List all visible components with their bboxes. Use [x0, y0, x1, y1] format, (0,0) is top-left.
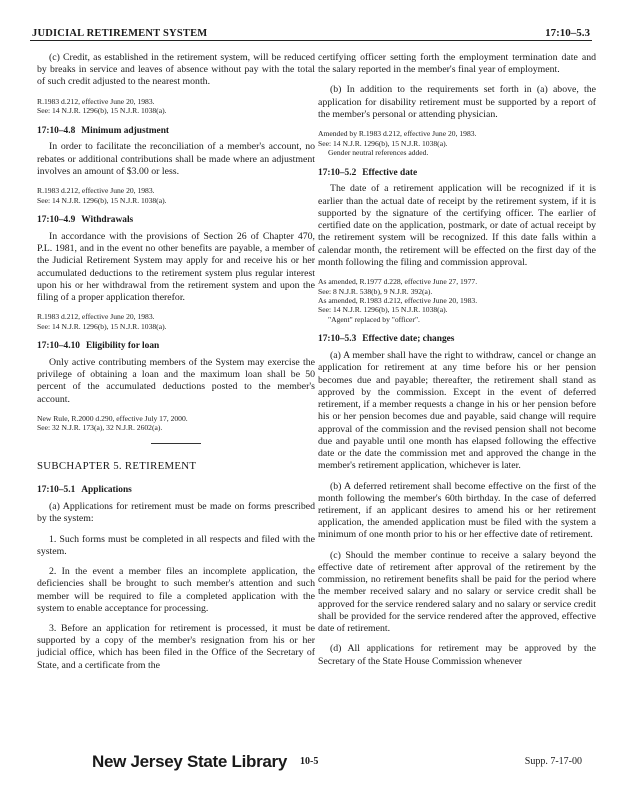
citation-line: See: 8 N.J.R. 538(b), 9 N.J.R. 392(a).	[318, 286, 433, 296]
section-body: Only active contributing members of the System may exercise the privilege of obtaining a loan and the maximum loan shall be 50 percent of the accumulated deductions posted to the member's account.	[37, 356, 315, 405]
citation-line: R.1983 d.212, effective June 20, 1983.	[37, 312, 155, 322]
list-item: 2. In the event a member files an incomplete application, the deficiencies shall be brought to such member's attention and such member will be required to file a completed application with the system to enable acceptance for processing.	[37, 566, 315, 614]
list-item: 3. Before an application for retirement is processed, it must be supported by a copy of the member's resignation from his or her judicial office, which has been filed in the Office of the Secretary of State, and a certificate from the	[37, 622, 315, 671]
citation-block	[318, 129, 596, 157]
section-body: In order to facilitate the reconciliation of a member's account, no rebates or additional contributions shall be made where an adjustment involves an amount of $3.00 or less.	[37, 141, 315, 177]
header-section-number: 17:10–5.3	[545, 27, 590, 39]
section-heading-4-10: 17:10–4.10 Eligibility for loan	[37, 341, 160, 352]
citation-block	[37, 414, 315, 433]
supplement-date: Supp. 7-17-00	[524, 756, 582, 767]
left-column	[37, 52, 315, 680]
page-number: 10-5	[300, 756, 319, 767]
citation-line: Amended by R.1983 d.212, effective June 20, 1983.	[318, 129, 477, 139]
running-header	[30, 22, 592, 41]
citation-block	[318, 277, 596, 324]
citation-line: See: 14 N.J.R. 1296(b), 15 N.J.R. 1038(a).	[318, 305, 448, 315]
paragraph-c: (c) Credit, as established in the retirement system, will be reduced by breaks in service and leaves of absence without pay with the total of such credit adjusted to the nearest month.	[37, 52, 315, 88]
citation-line: See: 14 N.J.R. 1296(b), 15 N.J.R. 1038(a).	[37, 106, 167, 116]
section-heading-4-8: 17:10–4.8 Minimum adjustment	[37, 125, 170, 136]
paragraph-a: (a) Applications for retirement must be made on forms prescribed by the system:	[37, 501, 315, 525]
citation-line: R.1983 d.212, effective June 20, 1983.	[37, 186, 155, 196]
section-divider	[151, 443, 201, 444]
right-column	[318, 52, 596, 676]
library-logo: New Jersey State Library	[92, 752, 288, 771]
citation-line: See: 32 N.J.R. 173(a), 32 N.J.R. 2602(a).	[37, 423, 163, 433]
citation-block	[37, 186, 315, 205]
citation-line: R.1983 d.212, effective June 20, 1983.	[37, 96, 155, 106]
paragraph-b: (b) In addition to the requirements set forth in (a) above, the application for disability retirement must be supported by a report of the member's personal or attending physician.	[318, 84, 596, 120]
paragraph-continued: certifying officer setting forth the employment termination date and the salary reported in the member's final year of employment.	[318, 52, 596, 76]
citation-block	[37, 312, 315, 331]
citation-line: As amended, R.1983 d.212, effective June 20, 1983.	[318, 295, 478, 305]
paragraph-a: (a) A member shall have the right to withdraw, cancel or change an application for retirement at any time before his or her pension becomes due and payable; thereafter, the retirement shall stand as approved by the commission. Except in the event of deferred retirement, if a member requests a change in his or her pension before his or her pension becomes due and payable, said change will require approval of the commission and the revised pension shall not become due and payable until one month has elapsed following the effective date or the date the commission met and approved the change in the member's retirement application, whichever is later.	[318, 350, 596, 472]
paragraph-d: (d) All applications for retirement may be approved by the Secretary of the State House Commission whenever	[318, 643, 596, 667]
paragraph-b: (b) A deferred retirement shall become effective on the first of the month following the member's 60th birthday. In the case of deferred retirement, if an applicant desires to amend his or her retirement application, the amended application must be filed with the system a minimum of one month prior to his or her effective date of retirement.	[318, 480, 596, 541]
page-footer	[0, 752, 622, 782]
citation-note: "Agent" replaced by "officer".	[328, 314, 420, 324]
subchapter-heading: SUBCHAPTER 5. RETIREMENT	[37, 459, 197, 472]
section-body: The date of a retirement application will be recognized if it is earlier than the actual date of receipt by the retirement system, if it is supported by the signature of the certifying officer. The earlier of certified date on the application, postmark, or date of actual receipt by the retirement system will be recognized. If this date falls within a calendar month, the retirement will be effected on the first day of the month following the filing and commission approval.	[318, 183, 596, 268]
citation-line: See: 14 N.J.R. 1296(b), 15 N.J.R. 1038(a).	[37, 195, 167, 205]
citation-note: Gender neutral references added.	[328, 148, 429, 158]
section-body: In accordance with the provisions of Section 26 of Chapter 470, P.L. 1981, and in the event no other benefits are payable, a member of the Judicial Retirement System may apply for and receive his or her accumulated deductions to the retirement system plus regular interest upon his or her withdrawal from the retirement system and upon the filing of a proper application therefor.	[37, 230, 315, 304]
section-heading-4-9: 17:10–4.9 Withdrawals	[37, 215, 134, 226]
section-heading-5-2: 17:10–5.2 Effective date	[318, 167, 418, 178]
citation-line: See: 14 N.J.R. 1296(b), 15 N.J.R. 1038(a).	[318, 138, 448, 148]
section-heading-5-1: 17:10–5.1 Applications	[37, 485, 132, 496]
list-item: 1. Such forms must be completed in all respects and filed with the system.	[37, 533, 315, 557]
paragraph-c: (c) Should the member continue to receive a salary beyond the effective date of retirement after approval of the retirement by the commission, no retirement benefits shall be paid for the period where the member received salary and no salary or service credit shall be approved for the service rendered salary and no salary or service credit shall be provided for the service rendered after the approved, effective date of retirement.	[318, 549, 596, 635]
citation-line: New Rule, R.2000 d.290, effective July 17, 2000.	[37, 413, 188, 423]
section-heading-5-3: 17:10–5.3 Effective date; changes	[318, 334, 455, 345]
citation-block	[37, 97, 315, 116]
header-title: JUDICIAL RETIREMENT SYSTEM	[32, 28, 208, 39]
citation-line: As amended, R.1977 d.228, effective June 27, 1977.	[318, 277, 478, 287]
citation-line: See: 14 N.J.R. 1296(b), 15 N.J.R. 1038(a).	[37, 321, 167, 331]
